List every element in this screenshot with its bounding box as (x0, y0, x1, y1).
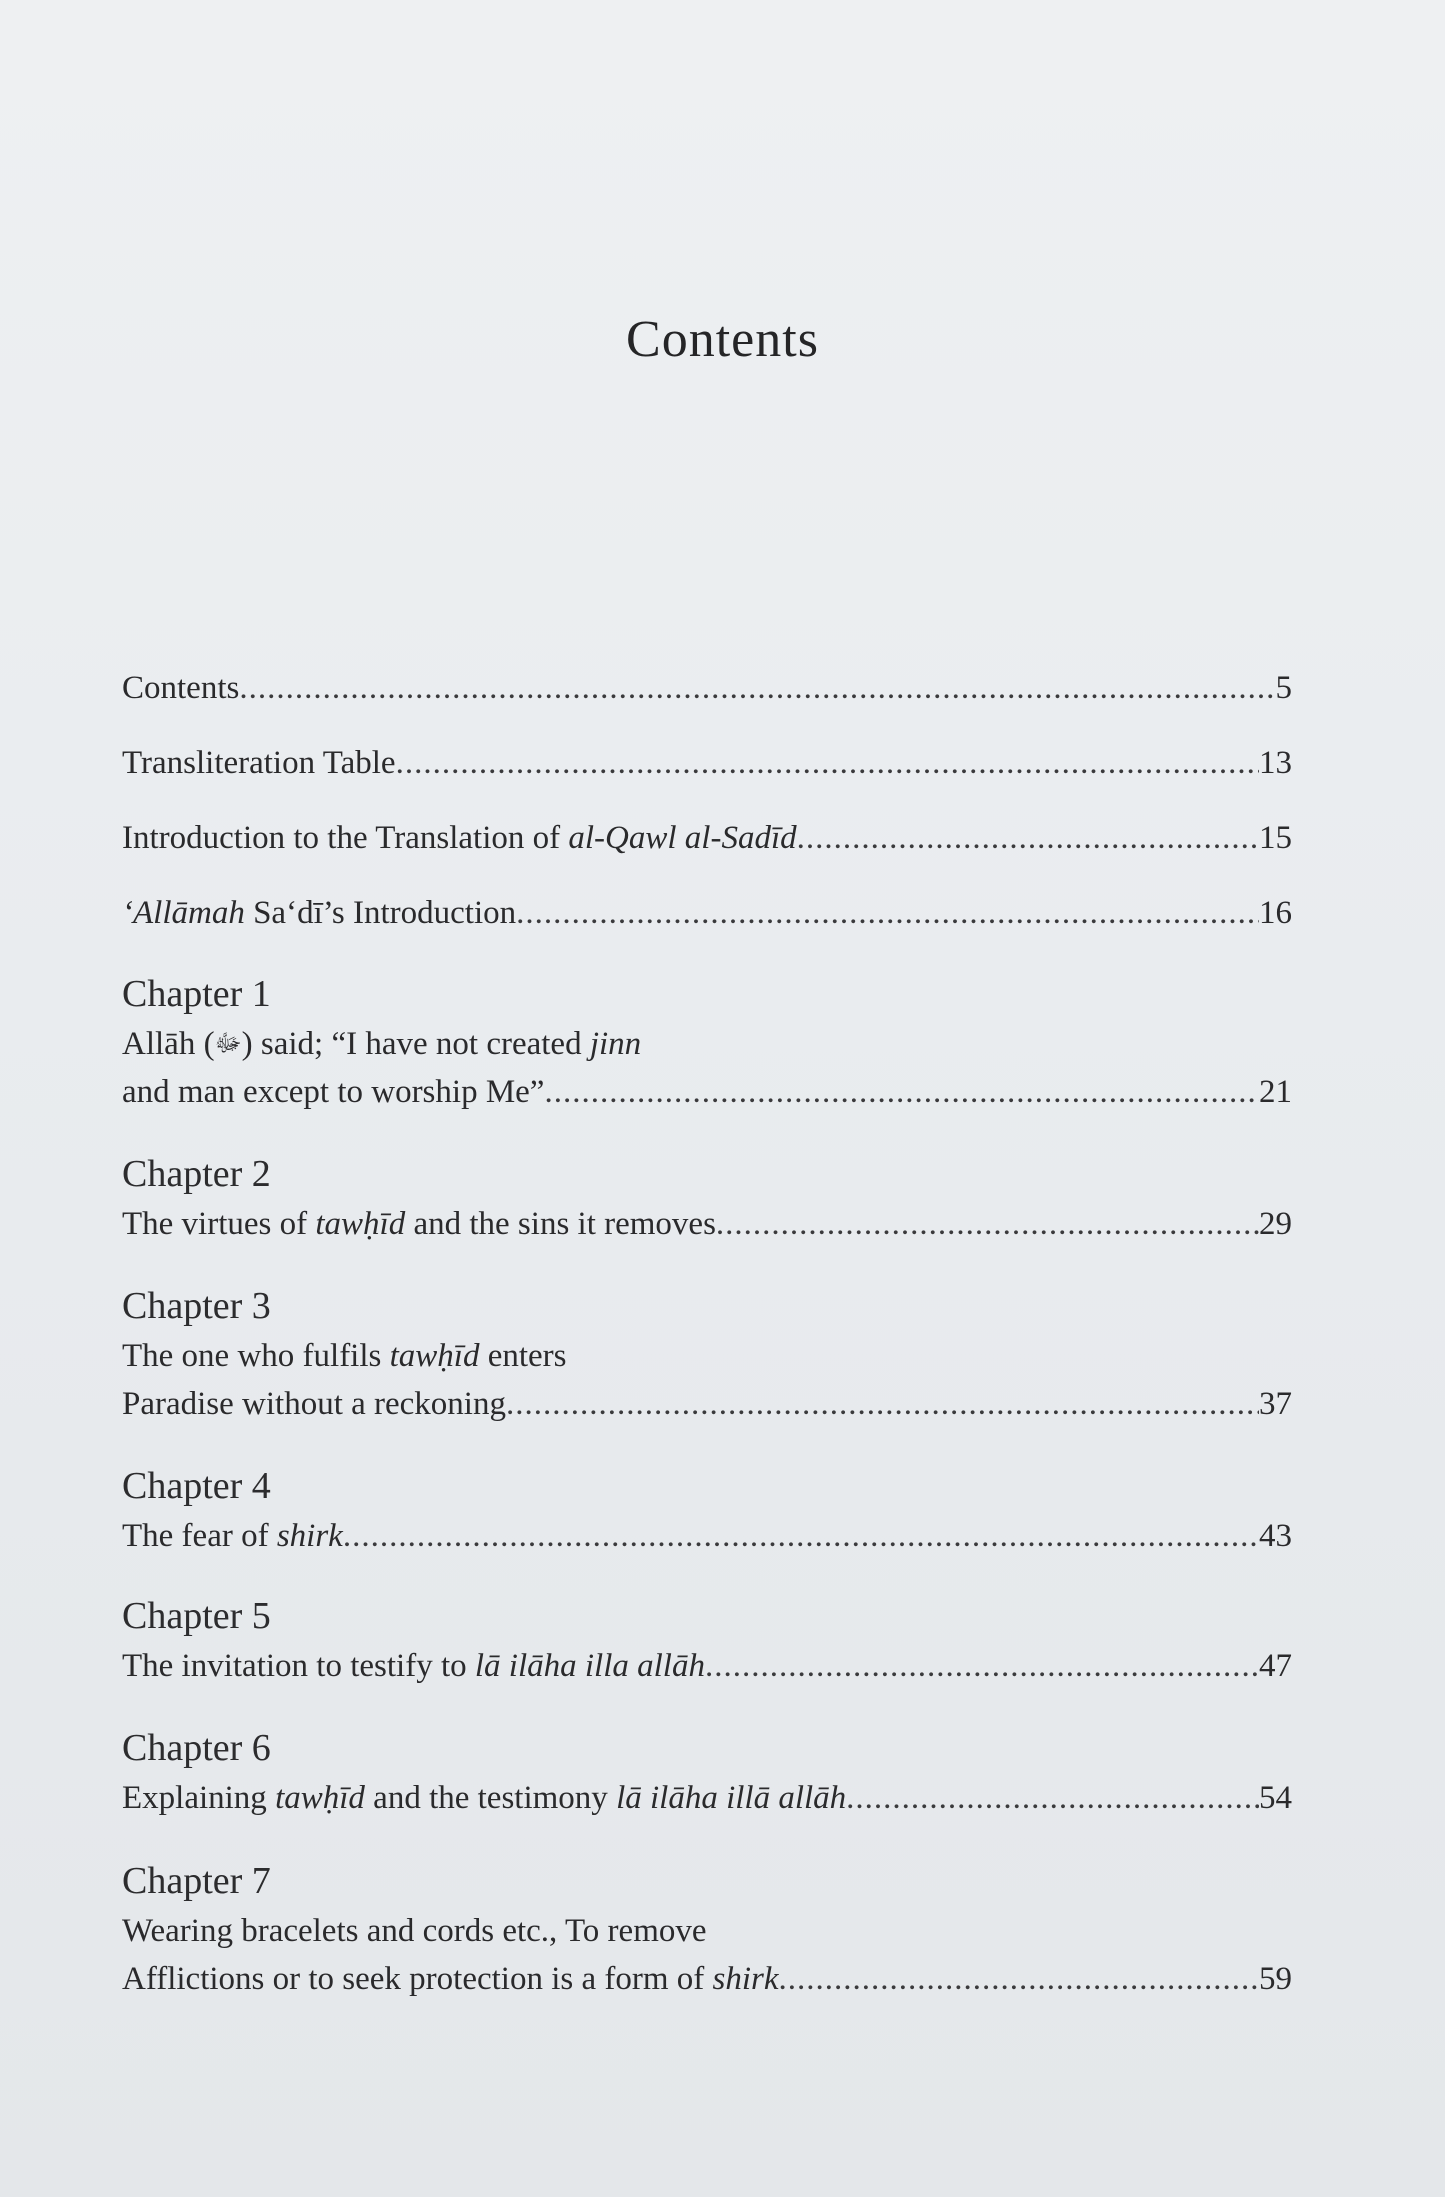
entry-text: and the testimony (364, 1780, 617, 1816)
toc-entry-chapter-7[interactable] (122, 1855, 1292, 2003)
page-number: 43 (1259, 1518, 1292, 1554)
entry-title: Contents (122, 670, 240, 706)
entry-title-line-1: Wearing bracelets and cords etc., To remove (122, 1913, 707, 1949)
entry-title (122, 814, 797, 862)
entry-text: Afflictions or to seek protection is a form of (122, 1961, 713, 1997)
toc-entry-sadi-introduction[interactable] (122, 889, 1292, 937)
page-number: 29 (1259, 1206, 1292, 1242)
page-title: Contents (626, 311, 819, 368)
toc-entry-transliteration-table[interactable] (122, 739, 1292, 787)
dot-leader (239, 664, 1275, 712)
entry-title (122, 1512, 343, 1560)
chapter-label: Chapter 5 (122, 1595, 271, 1637)
page-number: 59 (1259, 1961, 1292, 1997)
entry-text: enters (479, 1338, 567, 1374)
toc-entry-translation-introduction[interactable] (122, 814, 1292, 862)
entry-title (122, 889, 516, 937)
dot-leader (396, 739, 1259, 787)
entry-text: The invitation to testify to (122, 1648, 475, 1684)
toc-entry-chapter-4[interactable] (122, 1460, 1292, 1560)
page-number: 37 (1259, 1386, 1292, 1422)
entry-title-line-2: Paradise without a reckoning (122, 1386, 506, 1422)
chapter-label: Chapter 1 (122, 973, 271, 1015)
toc-entry-contents[interactable] (122, 664, 1292, 712)
entry-title-text: Introduction to the Translation of (122, 820, 569, 856)
entry-italic: shirk (276, 1518, 343, 1554)
entry-text: The fear of (122, 1518, 277, 1554)
toc-entry-chapter-3[interactable] (122, 1280, 1292, 1428)
entry-italic: lā ilāha illā allāh (616, 1780, 847, 1816)
page-number: 13 (1259, 745, 1292, 781)
dot-leader (506, 1380, 1259, 1428)
honorific-italic: ‘Allāmah (122, 895, 245, 931)
dot-leader (705, 1642, 1259, 1690)
entry-italic: tawḥīd (389, 1338, 480, 1374)
page-number: 47 (1259, 1648, 1292, 1684)
entry-text: The one who fulfils (122, 1338, 390, 1374)
entry-text: The virtues of (122, 1206, 316, 1242)
dot-leader (516, 889, 1259, 937)
entry-italic: tawḥīd (275, 1780, 365, 1816)
dot-leader (716, 1200, 1259, 1248)
chapter-label: Chapter 3 (122, 1285, 271, 1327)
entry-italic: lā ilāha illa allāh (474, 1648, 705, 1684)
entry-italic: tawḥīd (315, 1206, 406, 1242)
entry-italic: jinn (589, 1026, 642, 1062)
page-number: 54 (1259, 1780, 1292, 1816)
entry-title: Transliteration Table (122, 745, 396, 781)
entry-title-line-1 (122, 1332, 1292, 1380)
entry-italic: shirk (712, 1961, 779, 1997)
entry-text: and the sins it removes (405, 1206, 716, 1242)
entry-title (122, 1642, 705, 1690)
chapter-label: Chapter 7 (122, 1860, 271, 1902)
chapter-label: Chapter 2 (122, 1153, 271, 1195)
toc-entry-chapter-6[interactable] (122, 1722, 1292, 1822)
entry-title-text: Sa‘dī’s Introduction (244, 895, 517, 931)
book-title-italic: al-Qawl al-Sadīd (568, 820, 797, 856)
entry-title-line-1 (122, 1020, 1292, 1068)
page-number: 5 (1275, 670, 1292, 706)
dot-leader (846, 1774, 1259, 1822)
chapter-label: Chapter 4 (122, 1465, 271, 1507)
entry-title-line-2 (122, 1955, 779, 2003)
entry-text: Allāh ( (122, 1026, 215, 1062)
dot-leader (797, 814, 1259, 862)
page-number: 16 (1259, 895, 1292, 931)
entry-title (122, 1774, 846, 1822)
toc-entry-chapter-1[interactable] (122, 968, 1292, 1116)
chapter-label: Chapter 6 (122, 1727, 271, 1769)
honorific-glyph-icon: ﷻ (214, 1031, 242, 1057)
entry-title (122, 1200, 716, 1248)
entry-title-line-2: and man except to worship Me” (122, 1074, 545, 1110)
page-number: 15 (1259, 820, 1292, 856)
dot-leader (343, 1512, 1259, 1560)
page-number: 21 (1259, 1074, 1292, 1110)
dot-leader (544, 1068, 1259, 1116)
toc-entry-chapter-5[interactable] (122, 1590, 1292, 1690)
entry-text: Explaining (122, 1780, 276, 1816)
toc-entry-chapter-2[interactable] (122, 1148, 1292, 1248)
dot-leader (779, 1955, 1259, 2003)
entry-text: ) said; “I have not created (241, 1026, 590, 1062)
